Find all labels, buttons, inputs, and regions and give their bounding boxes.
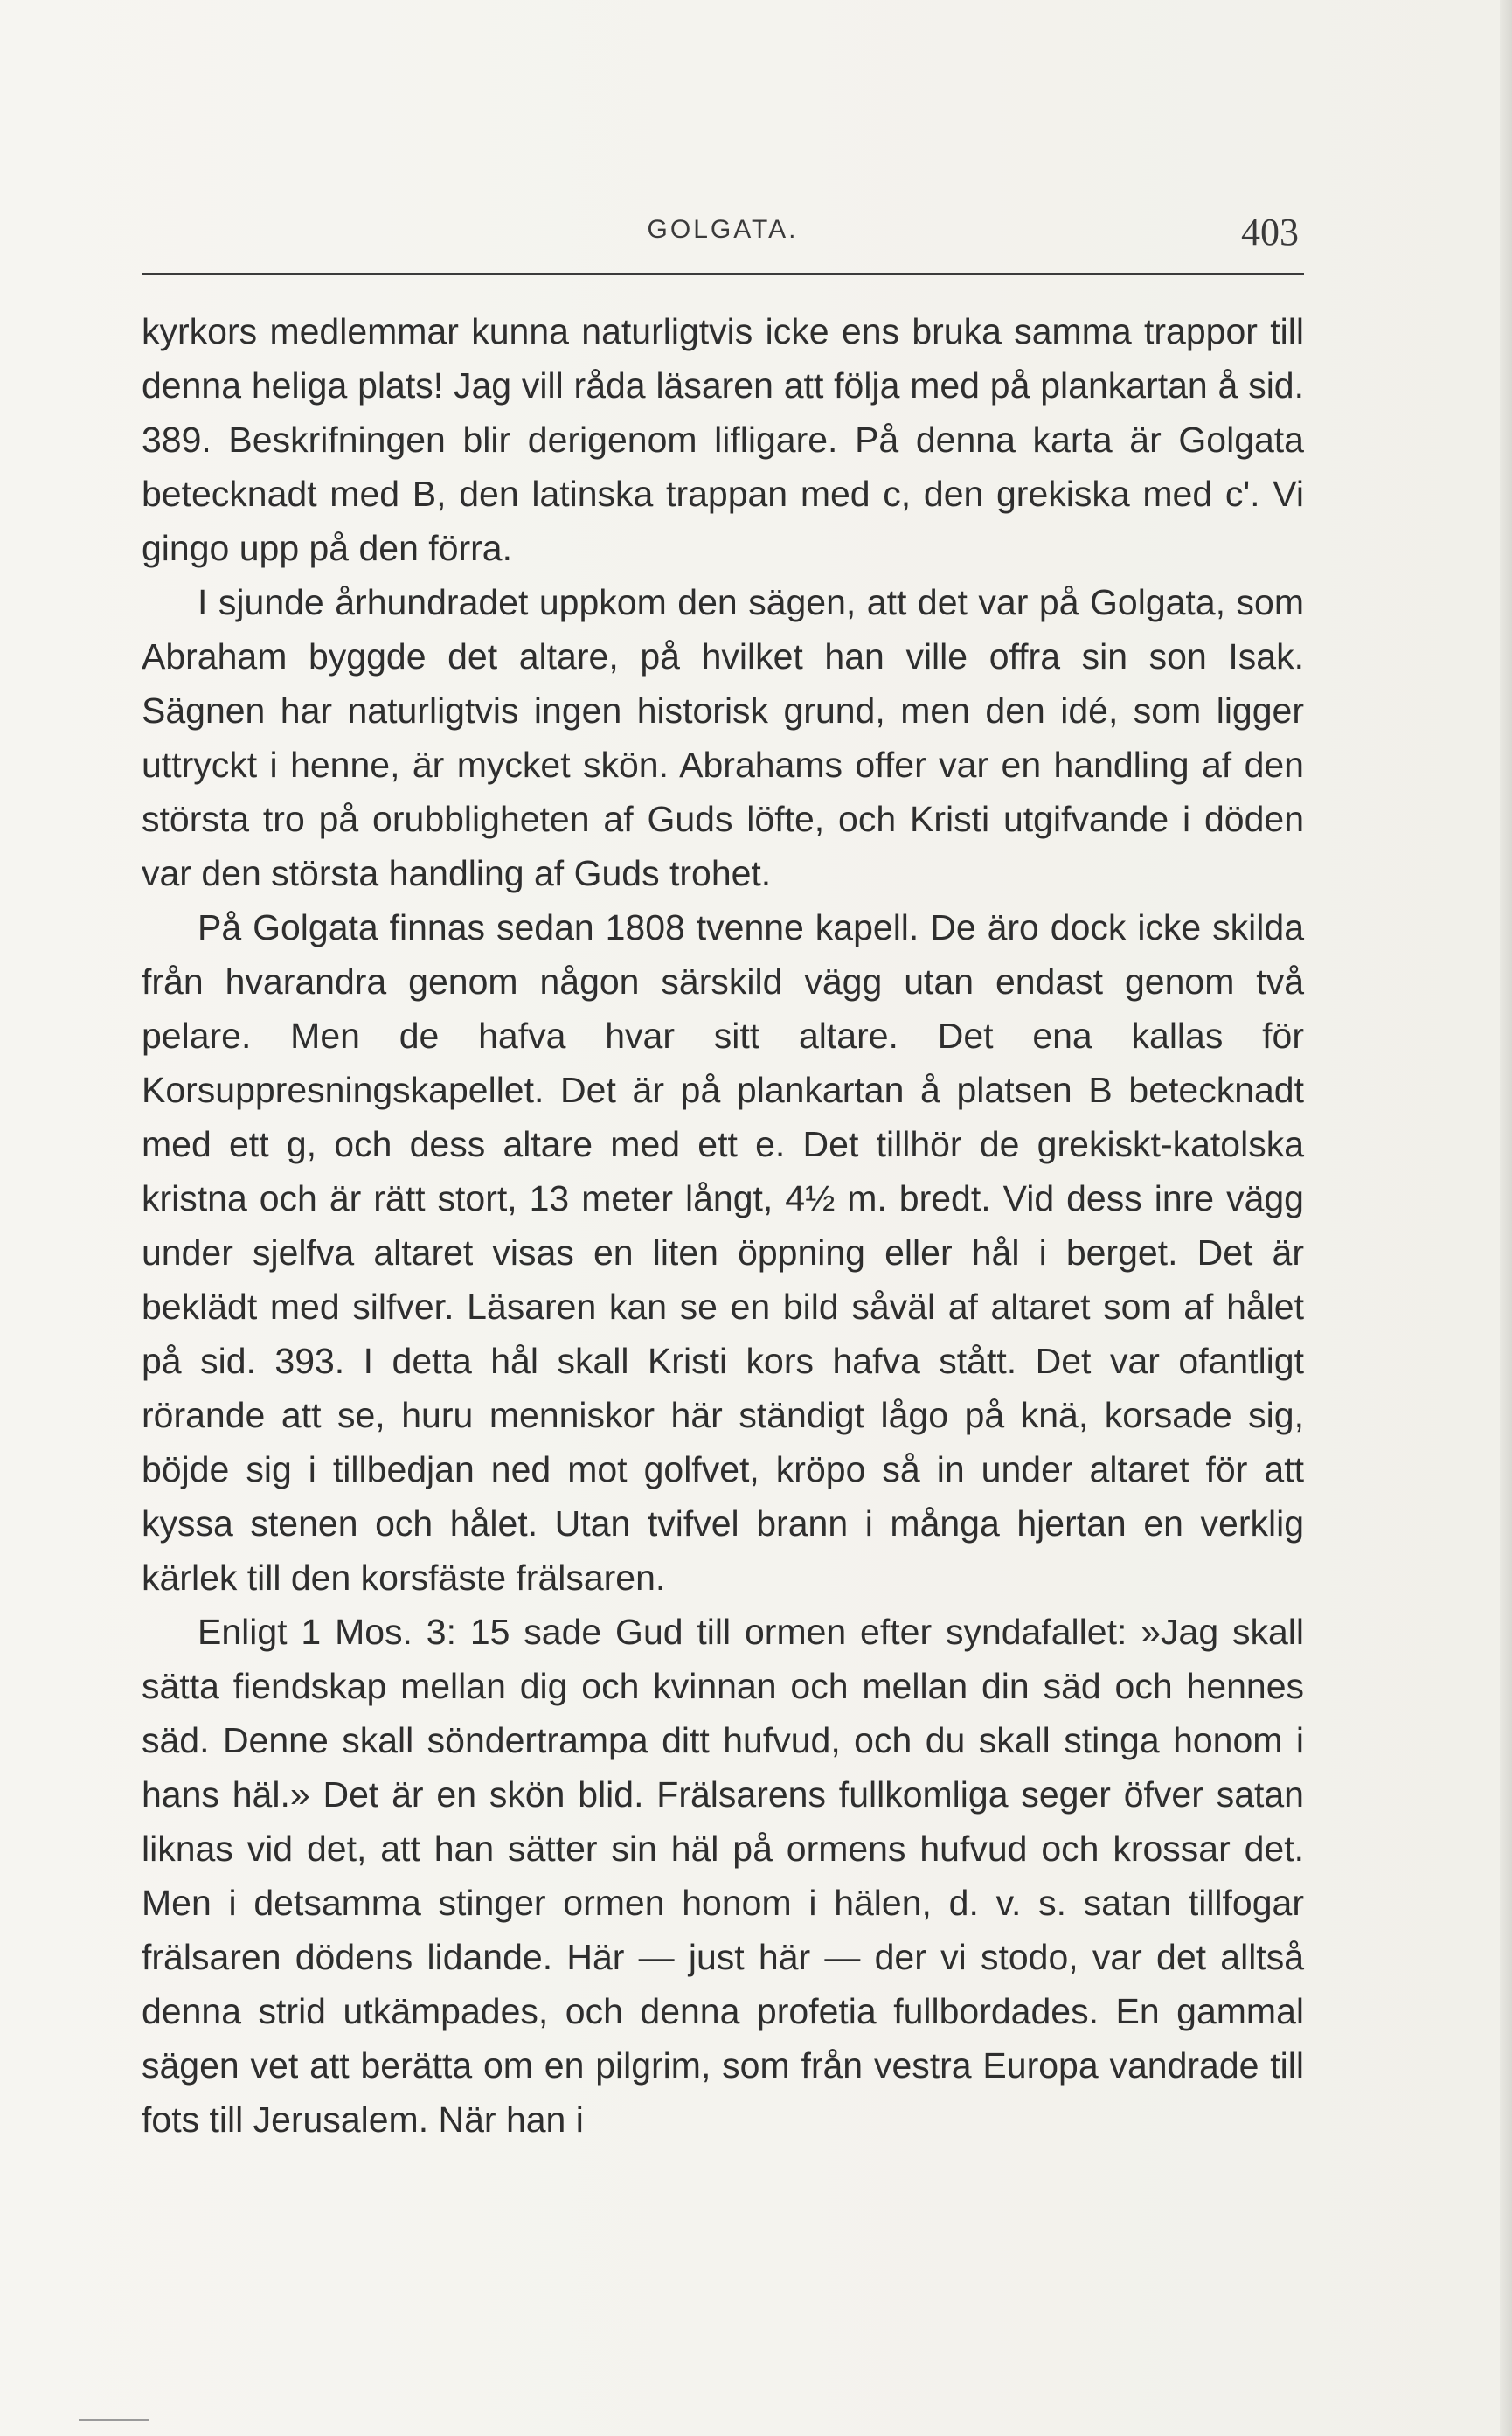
paragraph-chapels: På Golgata finnas sedan 1808 tvenne kapell. De äro dock icke skilda från hvarandra genom någon särskild vägg utan endast genom två pelare. Men de hafva hvar sitt altare. Det ena kallas för Korsuppresningskapellet. Det är på plankartan å platsen B betecknadt med ett g, och dess altare med ett e. Det tillhör de grekiskt-katolska kristna och är rätt stort, 13 meter långt, 4½ m. bredt. Vid dess inre vägg under sjelfva altaret visas en liten öppning eller hål i berget. Det är beklädt med silfver. Läsaren kan se en bild såväl af altaret som af hålet på sid. 393. I detta hål skall Kristi kors hafva stått. Det var ofantligt rörande att se, huru menniskor här ständigt lågo på knä, korsade sig, böjde sig i tillbedjan ned mot golfvet, kröpo så in under altaret för att kyssa stenen och hålet. Utan tvifvel brann i många hjertan en verklig kärlek till den korsfäste frälsaren.: [142, 907, 1304, 1598]
paragraph-genesis: Enligt 1 Mos. 3: 15 sade Gud till ormen efter syndafallet: »Jag skall sätta fiendskap mellan dig och kvinnan och mellan din säd och hennes säd. Denne skall söndertrampa ditt hufvud, och du skall stinga honom i hans häl.» Det är en skön blid. Frälsarens fullkomliga seger öfver satan liknas vid det, att han sätter sin häl på ormens hufvud och krossar det. Men i detsamma stinger ormen honom i hälen, d. v. s. satan tillfogar frälsaren dödens lidande. Här — just här — der vi stodo, var det alltså denna strid utkämpades, och denna profetia fullbordades. En gammal sägen vet att berätta om en pilgrim, som från vestra Europa vandrade till fots till Jerusalem. När han i: [142, 1612, 1304, 2140]
paragraph-continuation: kyrkors medlemmar kunna naturligtvis icke ens bruka samma trappor till denna heliga plats! Jag vill råda läsaren att följa med på plankartan å sid. 389. Beskrifningen blir derigenom lifligare. På denna karta är Golgata betecknadt med B, den latinska trappan med c, den grekiska med c'. Vi gingo upp på den förra.: [142, 311, 1304, 568]
page-header: [142, 210, 1304, 280]
page-number: 403: [1241, 211, 1299, 253]
running-title: GOLGATA.: [647, 215, 799, 244]
body-text: [142, 304, 1304, 2147]
bottom-mark: [79, 2419, 149, 2421]
header-rule: [142, 273, 1304, 275]
page-edge: [1500, 0, 1512, 2436]
paragraph-abraham: I sjunde århundradet uppkom den sägen, att det var på Golgata, som Abraham byggde det altare, på hvilket han ville offra sin son Isak. Sägnen har naturligtvis ingen historisk grund, men den idé, som ligger uttryckt i henne, är mycket skön. Abrahams offer var en handling af den största tro på orubbligheten af Guds löfte, och Kristi utgifvande i döden var den största handling af Guds trohet.: [142, 582, 1304, 893]
